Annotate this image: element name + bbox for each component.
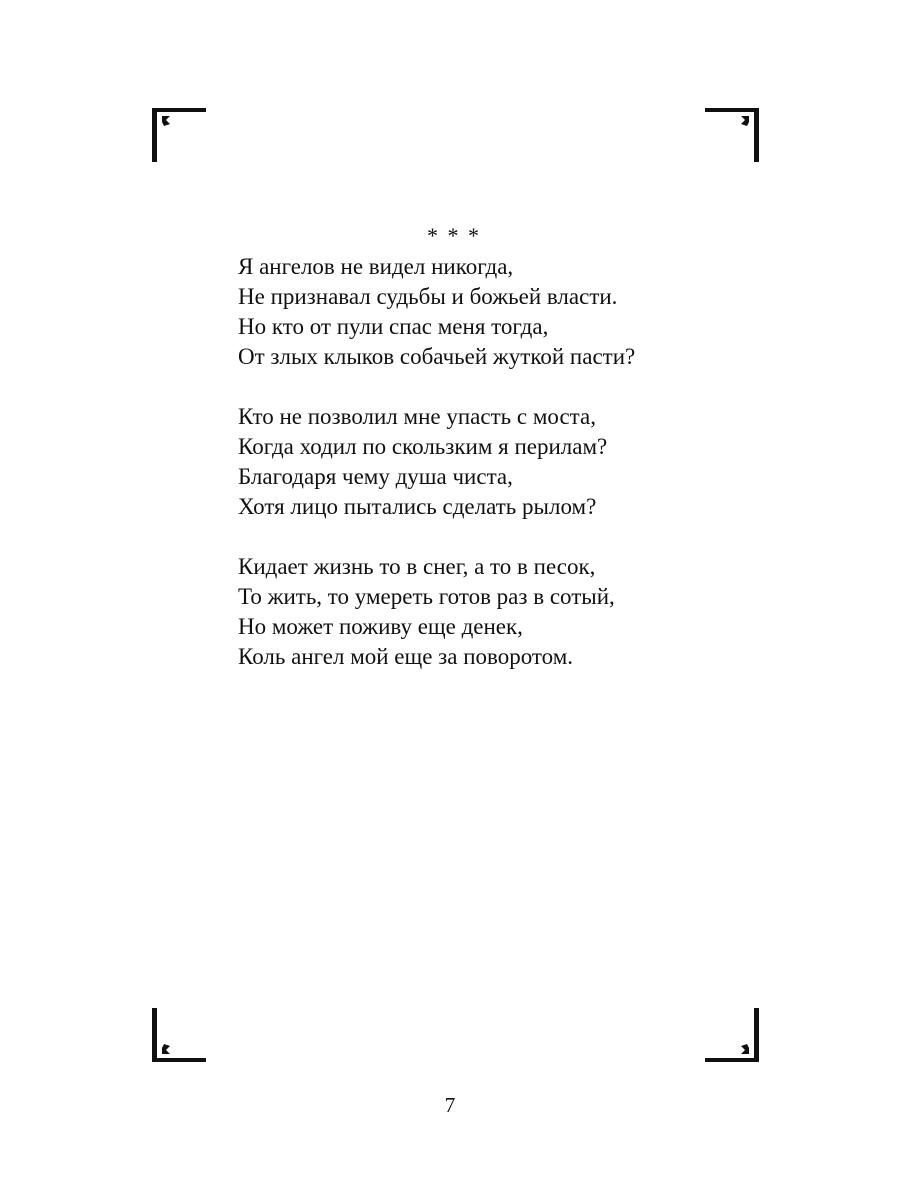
poem-line: Но может поживу еще денек,	[238, 614, 523, 639]
corner-ornament-top-right-icon	[705, 108, 759, 162]
stanza-3	[238, 552, 718, 672]
poem-line: Не признавал судьбы и божьей власти.	[238, 284, 618, 309]
stanza-1	[238, 252, 718, 372]
corner-ornament-top-left-icon	[152, 108, 206, 162]
poem-line: Благодаря чему душа чиста,	[238, 464, 513, 489]
poem-line: Но кто от пули спас меня тогда,	[238, 314, 549, 339]
poem-line: То жить, то умереть готов раз в сотый,	[238, 584, 615, 609]
page-number: 7	[444, 1093, 456, 1117]
corner-ornament-bottom-left-icon	[152, 1008, 206, 1062]
poem-line: Я ангелов не видел никогда,	[238, 254, 514, 279]
poem-separator: * * *	[427, 223, 481, 248]
poem	[238, 222, 718, 702]
stanza-2	[238, 402, 718, 522]
poem-line: Кто не позволил мне упасть с моста,	[238, 404, 596, 429]
corner-ornament-bottom-right-icon	[705, 1008, 759, 1062]
poem-line: Хотя лицо пытались сделать рылом?	[238, 494, 597, 519]
poem-line: Когда ходил по скользким я перилам?	[238, 434, 608, 459]
poem-line: От злых клыков собачьей жуткой пасти?	[238, 344, 636, 369]
poem-line: Кидает жизнь то в снег, а то в песок,	[238, 554, 596, 579]
poem-line: Коль ангел мой еще за поворотом.	[238, 644, 574, 669]
